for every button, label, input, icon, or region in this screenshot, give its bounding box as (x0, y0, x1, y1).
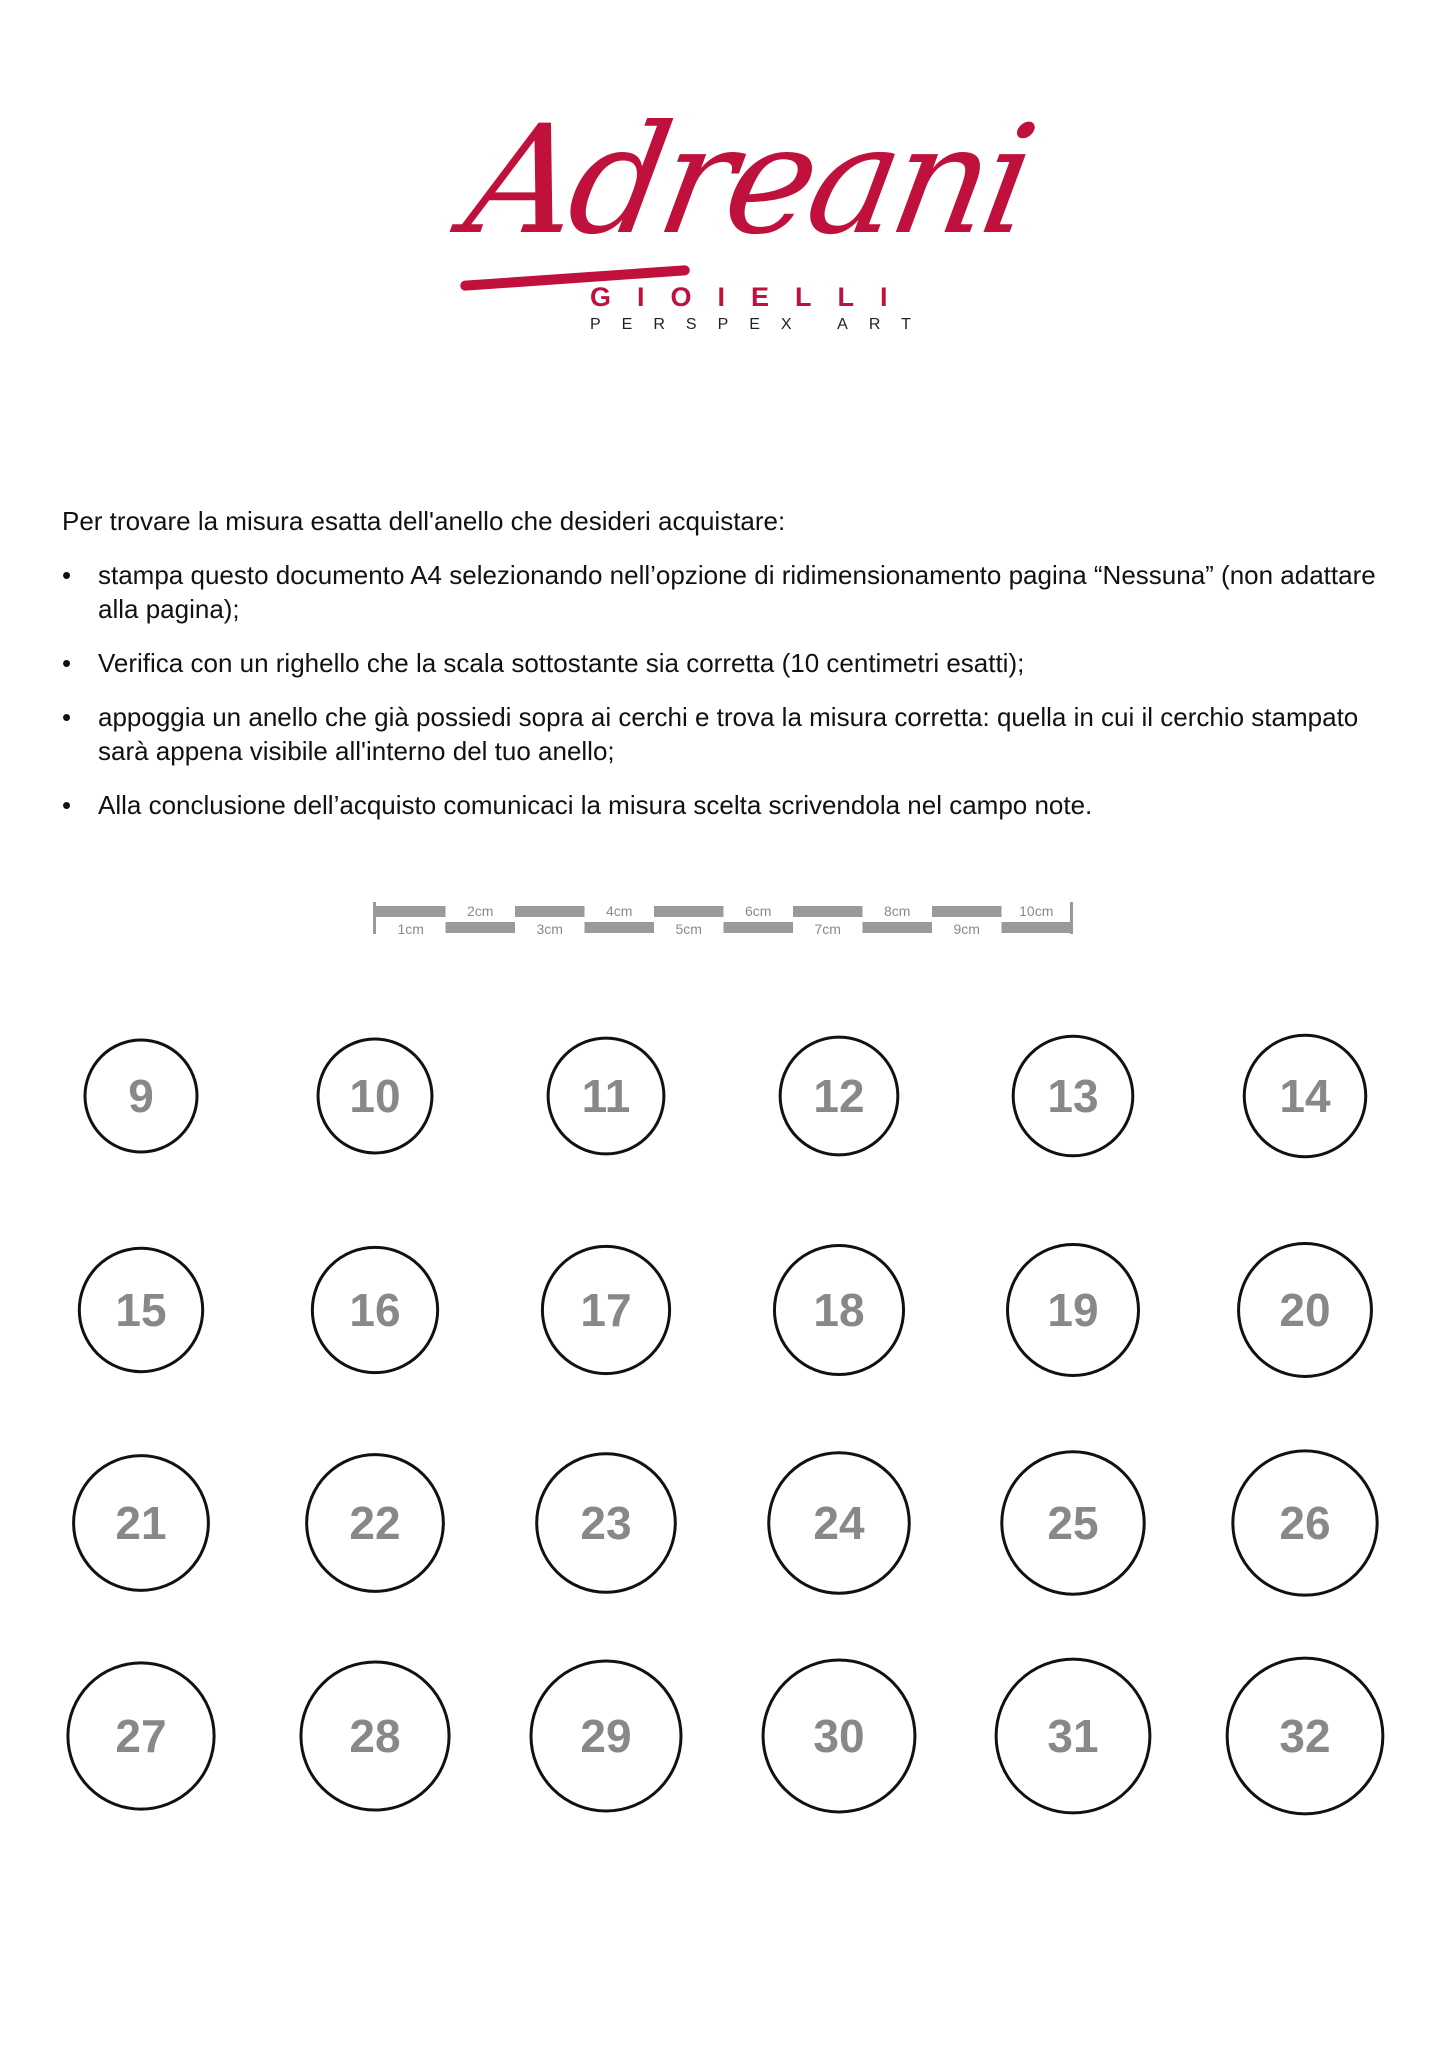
ruler-label: 3cm (536, 921, 563, 937)
ring-size-label: 11 (581, 1070, 631, 1122)
ring-size-label: 24 (813, 1497, 865, 1549)
logo-perspex-art: PERSPEX ART (590, 316, 932, 333)
ring-size-12 (780, 1037, 898, 1155)
ring-size-18 (774, 1245, 903, 1374)
ruler-label: 6cm (745, 903, 772, 919)
ring-size-label: 32 (1279, 1710, 1331, 1762)
ruler-label: 8cm (884, 903, 911, 919)
ring-size-label: 19 (1047, 1284, 1099, 1336)
ruler-label: 9cm (953, 921, 980, 937)
instruction-item: • Alla conclusione dell’acquisto comunicaci la misura scelta scrivendola nel campo note. (62, 788, 1402, 822)
ring-size-label: 17 (580, 1284, 632, 1336)
ruler-label: 5cm (675, 921, 702, 937)
ring-size-22 (307, 1455, 444, 1592)
logo-script: Adreani (454, 94, 1043, 268)
ring-size-label: 13 (1047, 1070, 1099, 1122)
ring-size-15 (79, 1248, 202, 1371)
ring-size-29 (531, 1661, 681, 1811)
ring-size-20 (1239, 1244, 1372, 1377)
ring-size-label: 14 (1279, 1070, 1331, 1122)
ruler-label: 1cm (397, 921, 424, 937)
ring-size-17 (542, 1246, 669, 1373)
ring-size-label: 31 (1047, 1710, 1099, 1762)
ring-size-14 (1244, 1035, 1366, 1157)
ring-size-23 (537, 1454, 676, 1593)
ring-size-10 (318, 1039, 432, 1153)
ring-size-28 (301, 1662, 449, 1810)
instruction-item: • appoggia un anello che già possiedi sopra ai cerchi e trova la misura corretta: quella in cui il cerchio stampato sarà appena visibile all'interno del tuo anello; (62, 700, 1402, 768)
ring-size-16 (312, 1247, 437, 1372)
ring-size-label: 28 (349, 1710, 401, 1762)
logo-gioielli: GIOIELLI (590, 282, 914, 312)
ring-size-13 (1013, 1036, 1133, 1156)
ring-size-25 (1002, 1452, 1144, 1594)
ring-size-27 (68, 1663, 214, 1809)
ring-size-24 (769, 1453, 910, 1594)
ruler-label: 7cm (814, 921, 841, 937)
ring-size-label: 12 (813, 1070, 865, 1122)
instruction-item: • Verifica con un righello che la scala sottostante sia corretta (10 centimetri esatti); (62, 646, 1402, 680)
ring-size-11 (548, 1038, 664, 1154)
ring-size-26 (1233, 1451, 1377, 1595)
ring-size-30 (763, 1660, 915, 1812)
ring-size-label: 29 (580, 1710, 632, 1762)
ring-size-31 (996, 1659, 1150, 1813)
ring-size-label: 15 (115, 1284, 167, 1336)
ruler-label: 4cm (606, 903, 633, 919)
ring-size-21 (74, 1456, 209, 1591)
ring-size-label: 10 (349, 1070, 401, 1122)
ring-size-label: 20 (1279, 1284, 1331, 1336)
ring-size-label: 18 (813, 1284, 865, 1336)
ring-size-label: 21 (115, 1497, 167, 1549)
ruler-label: 10cm (1019, 903, 1054, 919)
instruction-item: • stampa questo documento A4 selezionando nell’opzione di ridimensionamento pagina “Nessuna” (non adattare alla pagina); (62, 558, 1402, 626)
ring-size-label: 16 (349, 1284, 401, 1336)
ring-size-label: 23 (580, 1497, 632, 1549)
ring-size-32 (1227, 1658, 1383, 1814)
ring-size-label: 22 (349, 1497, 401, 1549)
ring-size-label: 30 (813, 1710, 865, 1762)
ring-size-label: 26 (1279, 1497, 1331, 1549)
ring-size-9 (85, 1040, 197, 1152)
ring-size-label: 25 (1047, 1497, 1099, 1549)
ruler-label: 2cm (467, 903, 494, 919)
ring-size-label: 27 (115, 1710, 167, 1762)
ring-size-label: 9 (128, 1070, 154, 1122)
instructions-intro: Per trovare la misura esatta dell'anello che desideri acquistare: (62, 506, 786, 536)
ring-size-19 (1008, 1245, 1139, 1376)
